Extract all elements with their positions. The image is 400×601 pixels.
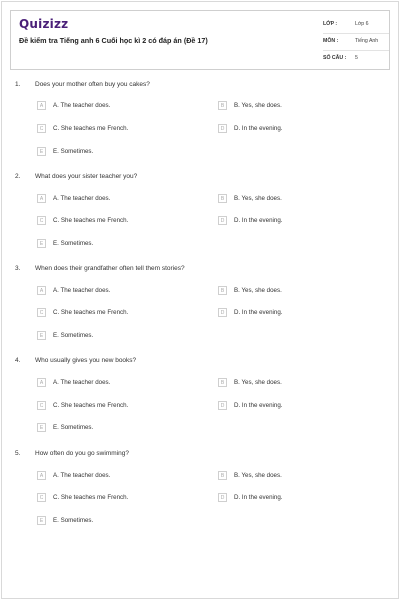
question-number: 1.	[15, 81, 21, 88]
option-text: C. She teaches me French.	[53, 309, 129, 316]
question-3	[15, 265, 389, 339]
option-text: D. In the evening.	[234, 309, 283, 316]
meta-key: MÔN :	[323, 38, 339, 44]
option-text: D. In the evening.	[234, 217, 283, 224]
option-letter-box: B	[218, 194, 227, 203]
question-number: 4.	[15, 357, 21, 364]
option-text: D. In the evening.	[234, 125, 283, 132]
meta-row-subject	[323, 34, 389, 51]
option-text: E. Sometimes.	[53, 332, 94, 339]
question-text: Who usually gives you new books?	[35, 357, 137, 364]
option-letter-box: D	[218, 308, 227, 317]
option-letter-box: B	[218, 378, 227, 387]
option-letter-box: C	[37, 124, 46, 133]
option-text: A. The teacher does.	[53, 287, 111, 294]
option-letter-box: B	[218, 286, 227, 295]
meta-key: LỚP :	[323, 21, 338, 27]
meta-row-class	[323, 17, 389, 34]
option-text: A. The teacher does.	[53, 379, 111, 386]
meta-value: 5	[355, 55, 358, 61]
option-letter-box: A	[37, 194, 46, 203]
meta-row-question-count	[323, 51, 389, 67]
option-text: C. She teaches me French.	[53, 402, 129, 409]
question-text: When does their grandfather often tell them stories?	[35, 265, 185, 272]
option-letter-box: D	[218, 216, 227, 225]
option-letter-box: A	[37, 471, 46, 480]
option-letter-box: D	[218, 493, 227, 502]
worksheet-title: Đề kiểm tra Tiếng anh 6 Cuối học kì 2 có đáp án (Đề 17)	[19, 36, 208, 45]
option-letter-box: E	[37, 516, 46, 525]
option-letter-box: D	[218, 124, 227, 133]
meta-key: SỐ CÂU :	[323, 55, 347, 61]
option-text: B. Yes, she does.	[234, 287, 282, 294]
question-text: What does your sister teacher you?	[35, 173, 138, 180]
question-header	[15, 81, 389, 93]
option-letter-box: C	[37, 401, 46, 410]
option-text: A. The teacher does.	[53, 102, 111, 109]
question-5	[15, 450, 389, 524]
option-text: E. Sometimes.	[53, 424, 94, 431]
meta-value: Lớp 6	[355, 21, 369, 27]
quizizz-logo: Quizizz	[19, 17, 69, 31]
option-letter-box: D	[218, 401, 227, 410]
option-text: E. Sometimes.	[53, 148, 94, 155]
option-letter-box: C	[37, 216, 46, 225]
option-letter-box: B	[218, 101, 227, 110]
option-text: C. She teaches me French.	[53, 494, 129, 501]
question-1	[15, 81, 389, 155]
option-letter-box: C	[37, 493, 46, 502]
meta-value: Tiếng Anh	[355, 38, 379, 44]
option-text: B. Yes, she does.	[234, 379, 282, 386]
option-text: C. She teaches me French.	[53, 217, 129, 224]
option-text: D. In the evening.	[234, 494, 283, 501]
question-4	[15, 357, 389, 431]
question-text: How often do you go swimming?	[35, 450, 129, 457]
option-text: B. Yes, she does.	[234, 102, 282, 109]
option-text: E. Sometimes.	[53, 517, 94, 524]
option-letter-box: E	[37, 147, 46, 156]
option-text: B. Yes, she does.	[234, 472, 282, 479]
option-letter-box: E	[37, 331, 46, 340]
option-letter-box: B	[218, 471, 227, 480]
question-header	[15, 357, 389, 369]
option-text: D. In the evening.	[234, 402, 283, 409]
question-header	[15, 450, 389, 462]
question-2	[15, 173, 389, 247]
option-letter-box: A	[37, 286, 46, 295]
option-text: B. Yes, she does.	[234, 195, 282, 202]
question-header	[15, 173, 389, 185]
question-number: 3.	[15, 265, 21, 272]
option-letter-box: A	[37, 378, 46, 387]
worksheet-header	[10, 10, 390, 70]
option-letter-box: A	[37, 101, 46, 110]
question-text: Does your mother often buy you cakes?	[35, 81, 150, 88]
option-text: A. The teacher does.	[53, 195, 111, 202]
option-letter-box: E	[37, 423, 46, 432]
option-text: C. She teaches me French.	[53, 125, 129, 132]
option-text: E. Sometimes.	[53, 240, 94, 247]
worksheet-page	[1, 1, 399, 599]
option-text: A. The teacher does.	[53, 472, 111, 479]
worksheet-meta	[323, 17, 389, 67]
question-number: 5.	[15, 450, 21, 457]
option-letter-box: E	[37, 239, 46, 248]
option-letter-box: C	[37, 308, 46, 317]
question-number: 2.	[15, 173, 21, 180]
question-header	[15, 265, 389, 277]
